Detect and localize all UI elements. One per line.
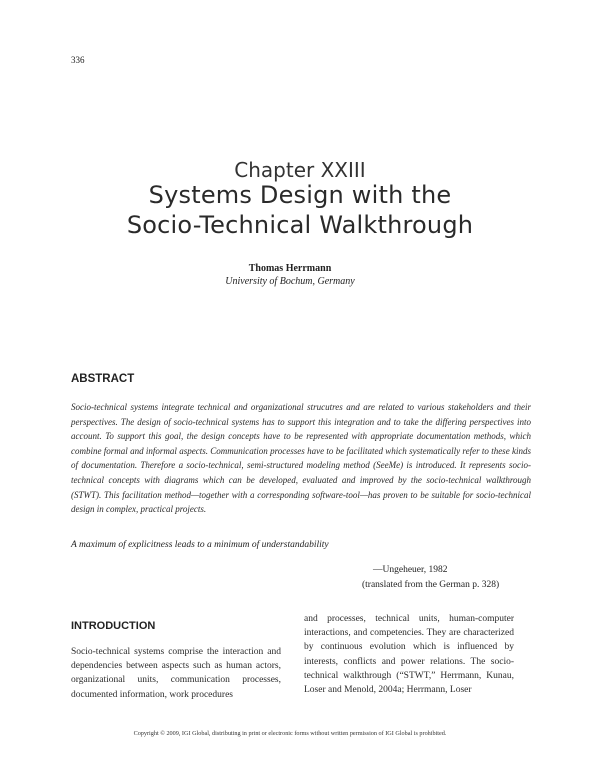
epigraph-translation-note: (translated from the German p. 328) [362, 580, 500, 590]
abstract-heading: ABSTRACT [71, 373, 135, 385]
author-affiliation: University of Bochum, Germany [225, 276, 355, 287]
title-line-1: Systems Design with the [148, 181, 452, 209]
author-name: Thomas Herrmann [248, 263, 332, 274]
chapter-label: Chapter XXIII [234, 158, 366, 182]
introduction-heading: INTRODUCTION [71, 620, 156, 632]
page-number: 336 [71, 55, 85, 65]
introduction-right-column: and processes, technical units, human-computer interactions, and competencies. They are characterized by continuous evolution which is influenced by interests, conflicts and power relations. The socio-technical walkthrough (“STWT,” Herrmann, Kunau, Loser and Menold, 2004a; Herrmann, Loser [304, 614, 514, 696]
epigraph-citation: —Ungeheuer, 1982 [373, 565, 448, 575]
chapter-title [40, 180, 560, 240]
abstract-text: Socio-technical systems integrate technical and organizational strucutres and are related to various stakeholders and their perspectives. The design of socio-technical systems has to support this integration and to take the differing perspectives into account. To support this goal, the design concepts have to be represented with appropriate documentation methods, which combine formal and informal aspects. Communication processes have to be facilitated which systematically refer to these kinds of documentation. Therefore a socio-technical, semi-structured modeling method (SeeMe) is introduced. It represents socio-technical concepts with diagrams which can be developed, evaluated and improved by the socio-technical walkthrough (STWT). This facilitation method—together with a corresponding software-tool—has proven to be suitable for socio-technical design in complex, practical projects. [71, 402, 531, 515]
copyright-notice: Copyright © 2009, IGI Global, distributing in print or electronic forms without written permission of IGI Global is prohibited. [133, 730, 447, 737]
title-line-2: Socio-Technical Walkthrough [126, 211, 474, 239]
epigraph: A maximum of explicitness leads to a minimum of understandability [71, 540, 329, 550]
introduction-left-column: Socio-technical systems comprise the interaction and dependencies between aspects such as human actors, organizational units, communication processes, documented information, work procedures [71, 647, 281, 700]
